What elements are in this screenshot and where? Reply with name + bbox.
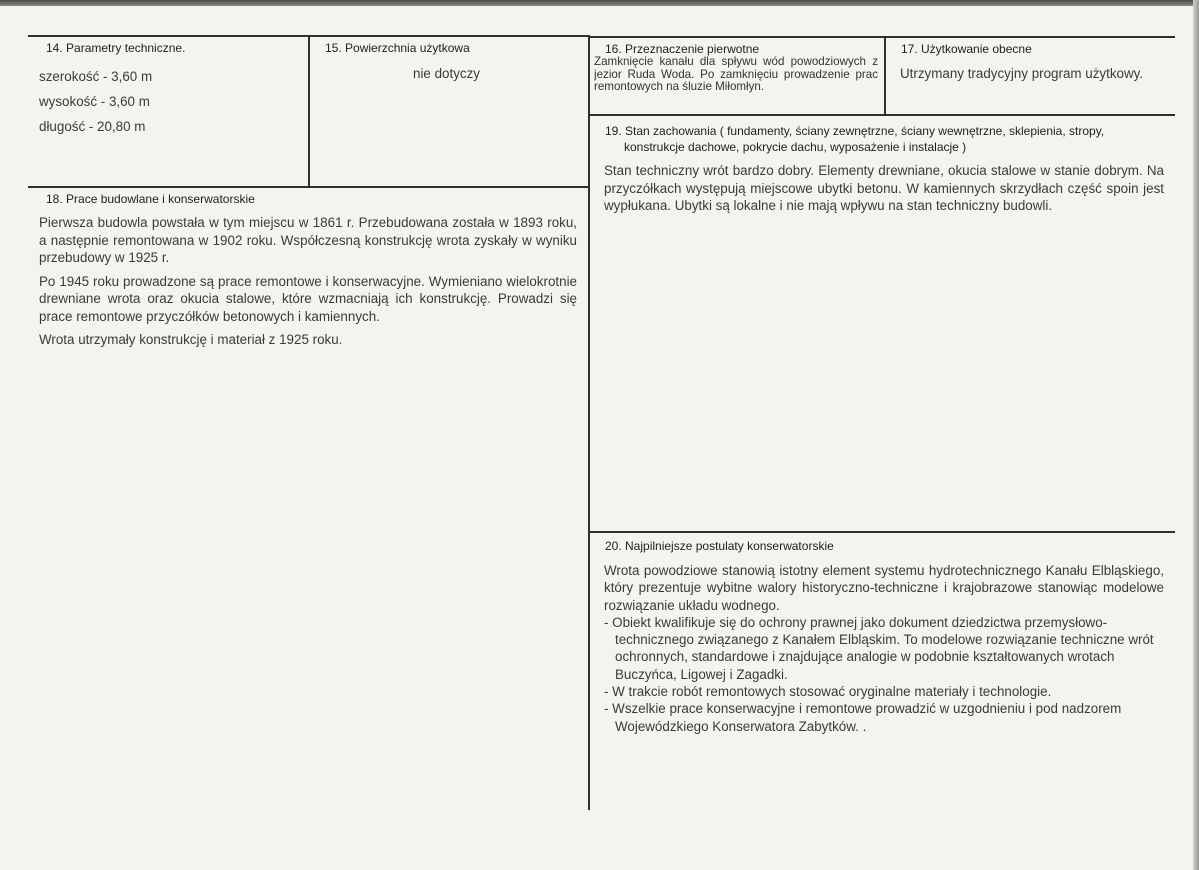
card-right-edge: [1193, 0, 1199, 870]
field-14-label: 14. Parametry techniczne.: [46, 41, 186, 55]
field-15-value: nie dotyczy: [413, 66, 480, 81]
field-16-label: 16. Przeznaczenie pierwotne: [605, 42, 760, 56]
field-20-label: 20. Najpilniejsze postulaty konserwatorskie: [605, 539, 834, 553]
card-top-edge: [0, 0, 1199, 6]
field-17-value: Utrzymany tradycyjny program użytkowy.: [900, 66, 1144, 81]
field-20-intro: Wrota powodziowe stanowią istotny element systemu hydrotechnicznego Kanału Elbląskiego, który prezentuje wybitne walory historyczno-techniczne i krajobrazowe stanowiąc modelowe rozwiązanie układu wodnego.: [604, 563, 1164, 613]
field-20-bullet-3: - Wszelkie prace konserwacyjne i remontowe prowadzić w uzgodnieniu i pod nadzorem Wojewódzkiego Konserwatora Zabytków. .: [604, 701, 1122, 734]
field-18-paragraph-3: Wrota utrzymały konstrukcję i materiał z 1925 roku.: [39, 332, 343, 347]
field-20-bullet-2: - W trakcie robót remontowych stosować oryginalne materiały i technologie.: [604, 684, 1052, 700]
field-15-label: 15. Powierzchnia użytkowa: [325, 41, 470, 55]
rule-center: [588, 35, 590, 810]
rule-18-top: [28, 186, 590, 188]
field-17-label: 17. Użytkowanie obecne: [901, 42, 1032, 56]
field-18-paragraph-2: Po 1945 roku prowadzone są prace remontowe i konserwacyjne. Wymieniano wielokrotnie drewniane wrota oraz okucia stalowe, które wzmacniają ich konstrukcję. Prowadzi się prace remontowe przyczółków betonowych i kamiennych.: [39, 273, 577, 324]
field-20-text: [604, 562, 1164, 735]
parameter-length: długość - 20,80 m: [39, 119, 146, 134]
field-14-values: [39, 64, 152, 139]
rule-14-15: [308, 35, 310, 187]
parameter-height: wysokość - 3,60 m: [39, 94, 150, 109]
field-19-label-line-1: 19. Stan zachowania ( fundamenty, ściany zewnętrzne, ściany wewnętrzne, sklepienia, stropy,: [605, 124, 1105, 138]
rule-16-17: [884, 36, 886, 114]
field-19-label-line-2: konstrukcje dachowe, pokrycie dachu, wyposażenie i instalacje ): [624, 140, 967, 154]
parameter-width: szerokość - 3,60 m: [39, 69, 153, 84]
rule-20-top: [588, 531, 1175, 533]
field-19-text: Stan techniczny wrót bardzo dobry. Elementy drewniane, okucia stalowe w stanie dobrym. Na przyczółkach występują miejscowe ubytki betonu. W kamiennych skrzydłach część spoin jest wypłukana. Ubytki są lokalne i nie mają wpływu na stan techniczny budowli.: [604, 163, 1164, 213]
field-16-text: Zamknięcie kanału dla spływu wód powodziowych z jezior Ruda Woda. Po zamknięciu prowadzenie prac remontowych na śluzie Miłomłyn.: [594, 56, 878, 93]
field-20-bullet-1: - Obiekt kwalifikuje się do ochrony prawnej jako dokument dziedzictwa przemysłowo-technicznego związanego z Kanałem Elbląskim. To modelowe rozwiązanie techniczne wrót ochronnych, standardowe i znajdujące analogie w podobnie kształtowanych wrotach Buczyńca, Ligowej i Zagadki.: [604, 614, 1154, 682]
field-18-text: [39, 214, 577, 355]
rule-top-right: [588, 36, 1175, 38]
rule-19-top: [588, 114, 1175, 116]
field-18-label: 18. Prace budowlane i konserwatorskie: [46, 192, 255, 206]
field-18-paragraph-1: Pierwsza budowla powstała w tym miejscu w 1861 r. Przebudowana została w 1893 roku, a następnie remontowana w 1902 roku. Współczesną konstrukcję wrota zyskały w wyniku przebudowy w 1925 r.: [39, 215, 577, 265]
